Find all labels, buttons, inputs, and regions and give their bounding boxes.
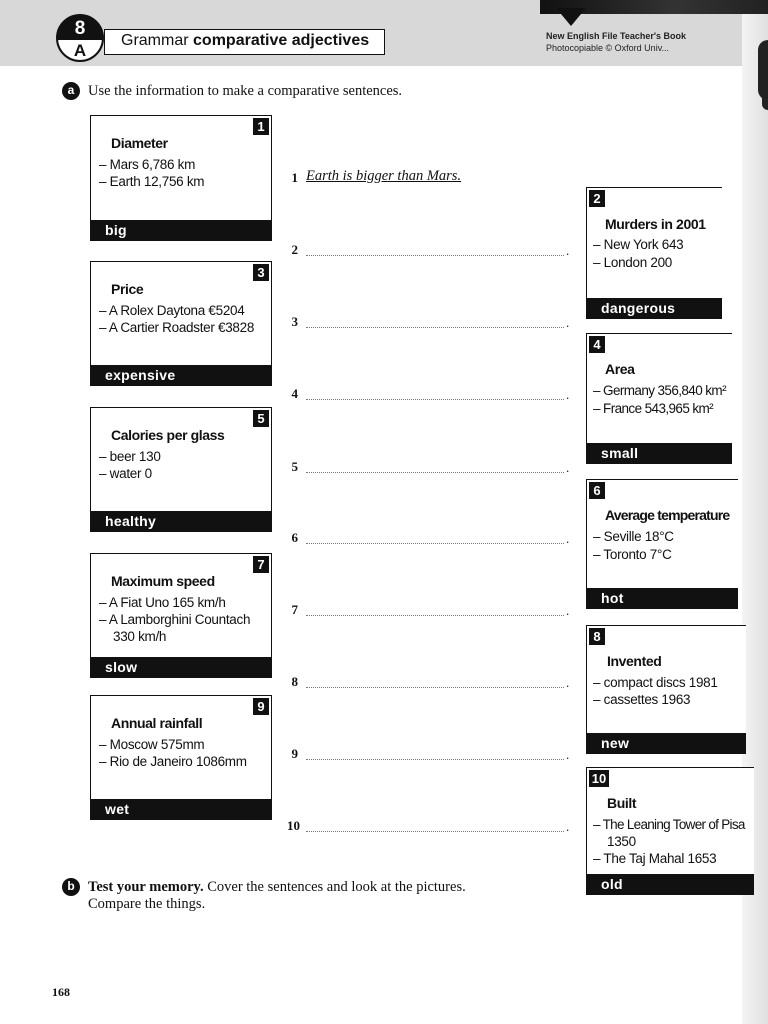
box-number: 5: [253, 410, 269, 427]
answer-number: 10: [287, 818, 300, 833]
info-box-4: [586, 333, 732, 464]
info-box-5: [90, 407, 272, 532]
answer-period: .: [566, 387, 570, 402]
adjective-label: wet: [91, 799, 271, 819]
box-title: Murders in 2001: [605, 216, 706, 232]
info-box-2: [586, 187, 722, 319]
info-box-10: [586, 767, 754, 895]
example-answer: Earth is bigger than Mars.: [306, 168, 462, 184]
section-b-marker: b: [62, 878, 80, 896]
answer-period: .: [566, 460, 570, 475]
box-line: – A Cartier Roadster €3828: [99, 320, 255, 335]
adjective-label: slow: [91, 657, 271, 677]
box-line: – Rio de Janeiro 1086mm: [99, 754, 247, 769]
answer-line[interactable]: [306, 831, 564, 832]
box-number: 1: [253, 118, 269, 135]
box-line: – Earth 12,756 km: [99, 174, 205, 189]
section-a-marker: a: [62, 82, 80, 100]
box-title: Built: [607, 795, 637, 811]
box-line: – compact discs 1981: [593, 675, 718, 690]
box-line: – water 0: [99, 466, 152, 481]
page-number: 168: [52, 985, 70, 999]
section-a-instruction: Use the information to make a comparative sentences.: [88, 83, 403, 99]
box-line: – France 543,965 km²: [593, 401, 714, 416]
box-number: 3: [253, 264, 269, 281]
title-topic: comparative adjectives: [193, 32, 370, 49]
answer-number: 2: [291, 242, 298, 257]
answer-number: 6: [291, 530, 298, 545]
answer-number: 4: [291, 386, 298, 401]
answer-period: .: [566, 747, 570, 762]
box-number: 10: [589, 770, 609, 787]
answer-number: 3: [291, 314, 298, 329]
box-line: – The Taj Mahal 1653: [593, 851, 717, 866]
adjective-label: dangerous: [587, 298, 722, 318]
section-b-instruction-bold: Test your memory.: [88, 879, 204, 895]
publisher-info: [546, 30, 686, 54]
adjective-label: old: [587, 874, 754, 894]
box-line: – Germany 356,840 km²: [593, 383, 726, 398]
box-line: 1350: [607, 834, 636, 849]
answer-line[interactable]: [306, 543, 564, 544]
box-line: – Seville 18°C: [593, 529, 674, 544]
page-title: [104, 29, 385, 55]
answer-period: .: [566, 603, 570, 618]
answer-period: .: [566, 315, 570, 330]
info-box-1: [90, 115, 272, 241]
publisher-line2: Photocopiable © Oxford Univ...: [546, 43, 670, 53]
box-line: 330 km/h: [113, 629, 167, 644]
answer-line[interactable]: [306, 327, 564, 328]
box-line: – beer 130: [99, 449, 161, 464]
box-number: 7: [253, 556, 269, 573]
unit-letter: A: [73, 41, 87, 60]
adjective-label: healthy: [91, 511, 271, 531]
box-line: – London 200: [593, 255, 672, 270]
box-line: – New York 643: [593, 237, 684, 252]
section-b-instruction-line2: Compare the things.: [88, 896, 206, 912]
info-box-9: [90, 695, 272, 820]
answer-period: .: [566, 675, 570, 690]
answer-line[interactable]: [306, 687, 564, 688]
box-title: Maximum speed: [111, 573, 215, 589]
answer-number: 7: [291, 602, 298, 617]
adjective-label: new: [587, 733, 746, 753]
answer-number: 9: [291, 746, 298, 761]
page-edge-shape-2: [762, 88, 768, 110]
box-line: – Toronto 7°C: [593, 547, 672, 562]
answer-period: .: [566, 243, 570, 258]
box-number: 2: [589, 190, 605, 207]
info-box-7: [90, 553, 272, 678]
info-box-6: [586, 479, 738, 609]
unit-badge: [56, 14, 104, 62]
section-b-instruction: [88, 878, 466, 896]
answer-period: .: [566, 819, 570, 834]
unit-number: 8: [74, 18, 86, 39]
answer-number: 8: [291, 674, 298, 689]
answer-line[interactable]: [306, 255, 564, 256]
box-title: Invented: [607, 653, 662, 669]
adjective-label: small: [587, 443, 732, 463]
answer-line[interactable]: [306, 399, 564, 400]
box-number: 8: [589, 628, 605, 645]
answer-line[interactable]: [306, 472, 564, 473]
section-b-instruction-rest: Cover the sentences and look at the pictures.: [207, 879, 466, 895]
info-box-3: [90, 261, 272, 386]
box-title: Calories per glass: [111, 427, 225, 443]
box-number: 4: [589, 336, 605, 353]
box-number: 9: [253, 698, 269, 715]
title-prefix: Grammar: [121, 32, 189, 49]
box-title: Diameter: [111, 135, 168, 151]
box-line: – A Rolex Daytona €5204: [99, 303, 245, 318]
adjective-label: big: [91, 220, 271, 240]
box-line: – cassettes 1963: [593, 692, 691, 707]
box-line: – Moscow 575mm: [99, 737, 205, 752]
answer-line[interactable]: [306, 759, 564, 760]
info-box-8: [586, 625, 746, 754]
answer-number: 1: [291, 170, 298, 185]
box-title: Annual rainfall: [111, 715, 203, 731]
box-title: Area: [605, 361, 635, 377]
adjective-label: expensive: [91, 365, 271, 385]
publisher-line1: New English File Teacher's Book: [546, 31, 687, 41]
answer-number: 5: [291, 459, 298, 474]
box-line: – The Leaning Tower of Pisa: [593, 817, 745, 832]
box-line: – A Fiat Uno 165 km/h: [99, 595, 226, 610]
box-title: Price: [111, 281, 144, 297]
adjective-label: hot: [587, 588, 738, 608]
answer-period: .: [566, 531, 570, 546]
answer-line[interactable]: [306, 615, 564, 616]
box-title: Average temperature: [605, 507, 730, 523]
box-number: 6: [589, 482, 605, 499]
box-line: – A Lamborghini Countach: [99, 612, 251, 627]
box-line: – Mars 6,786 km: [99, 157, 196, 172]
